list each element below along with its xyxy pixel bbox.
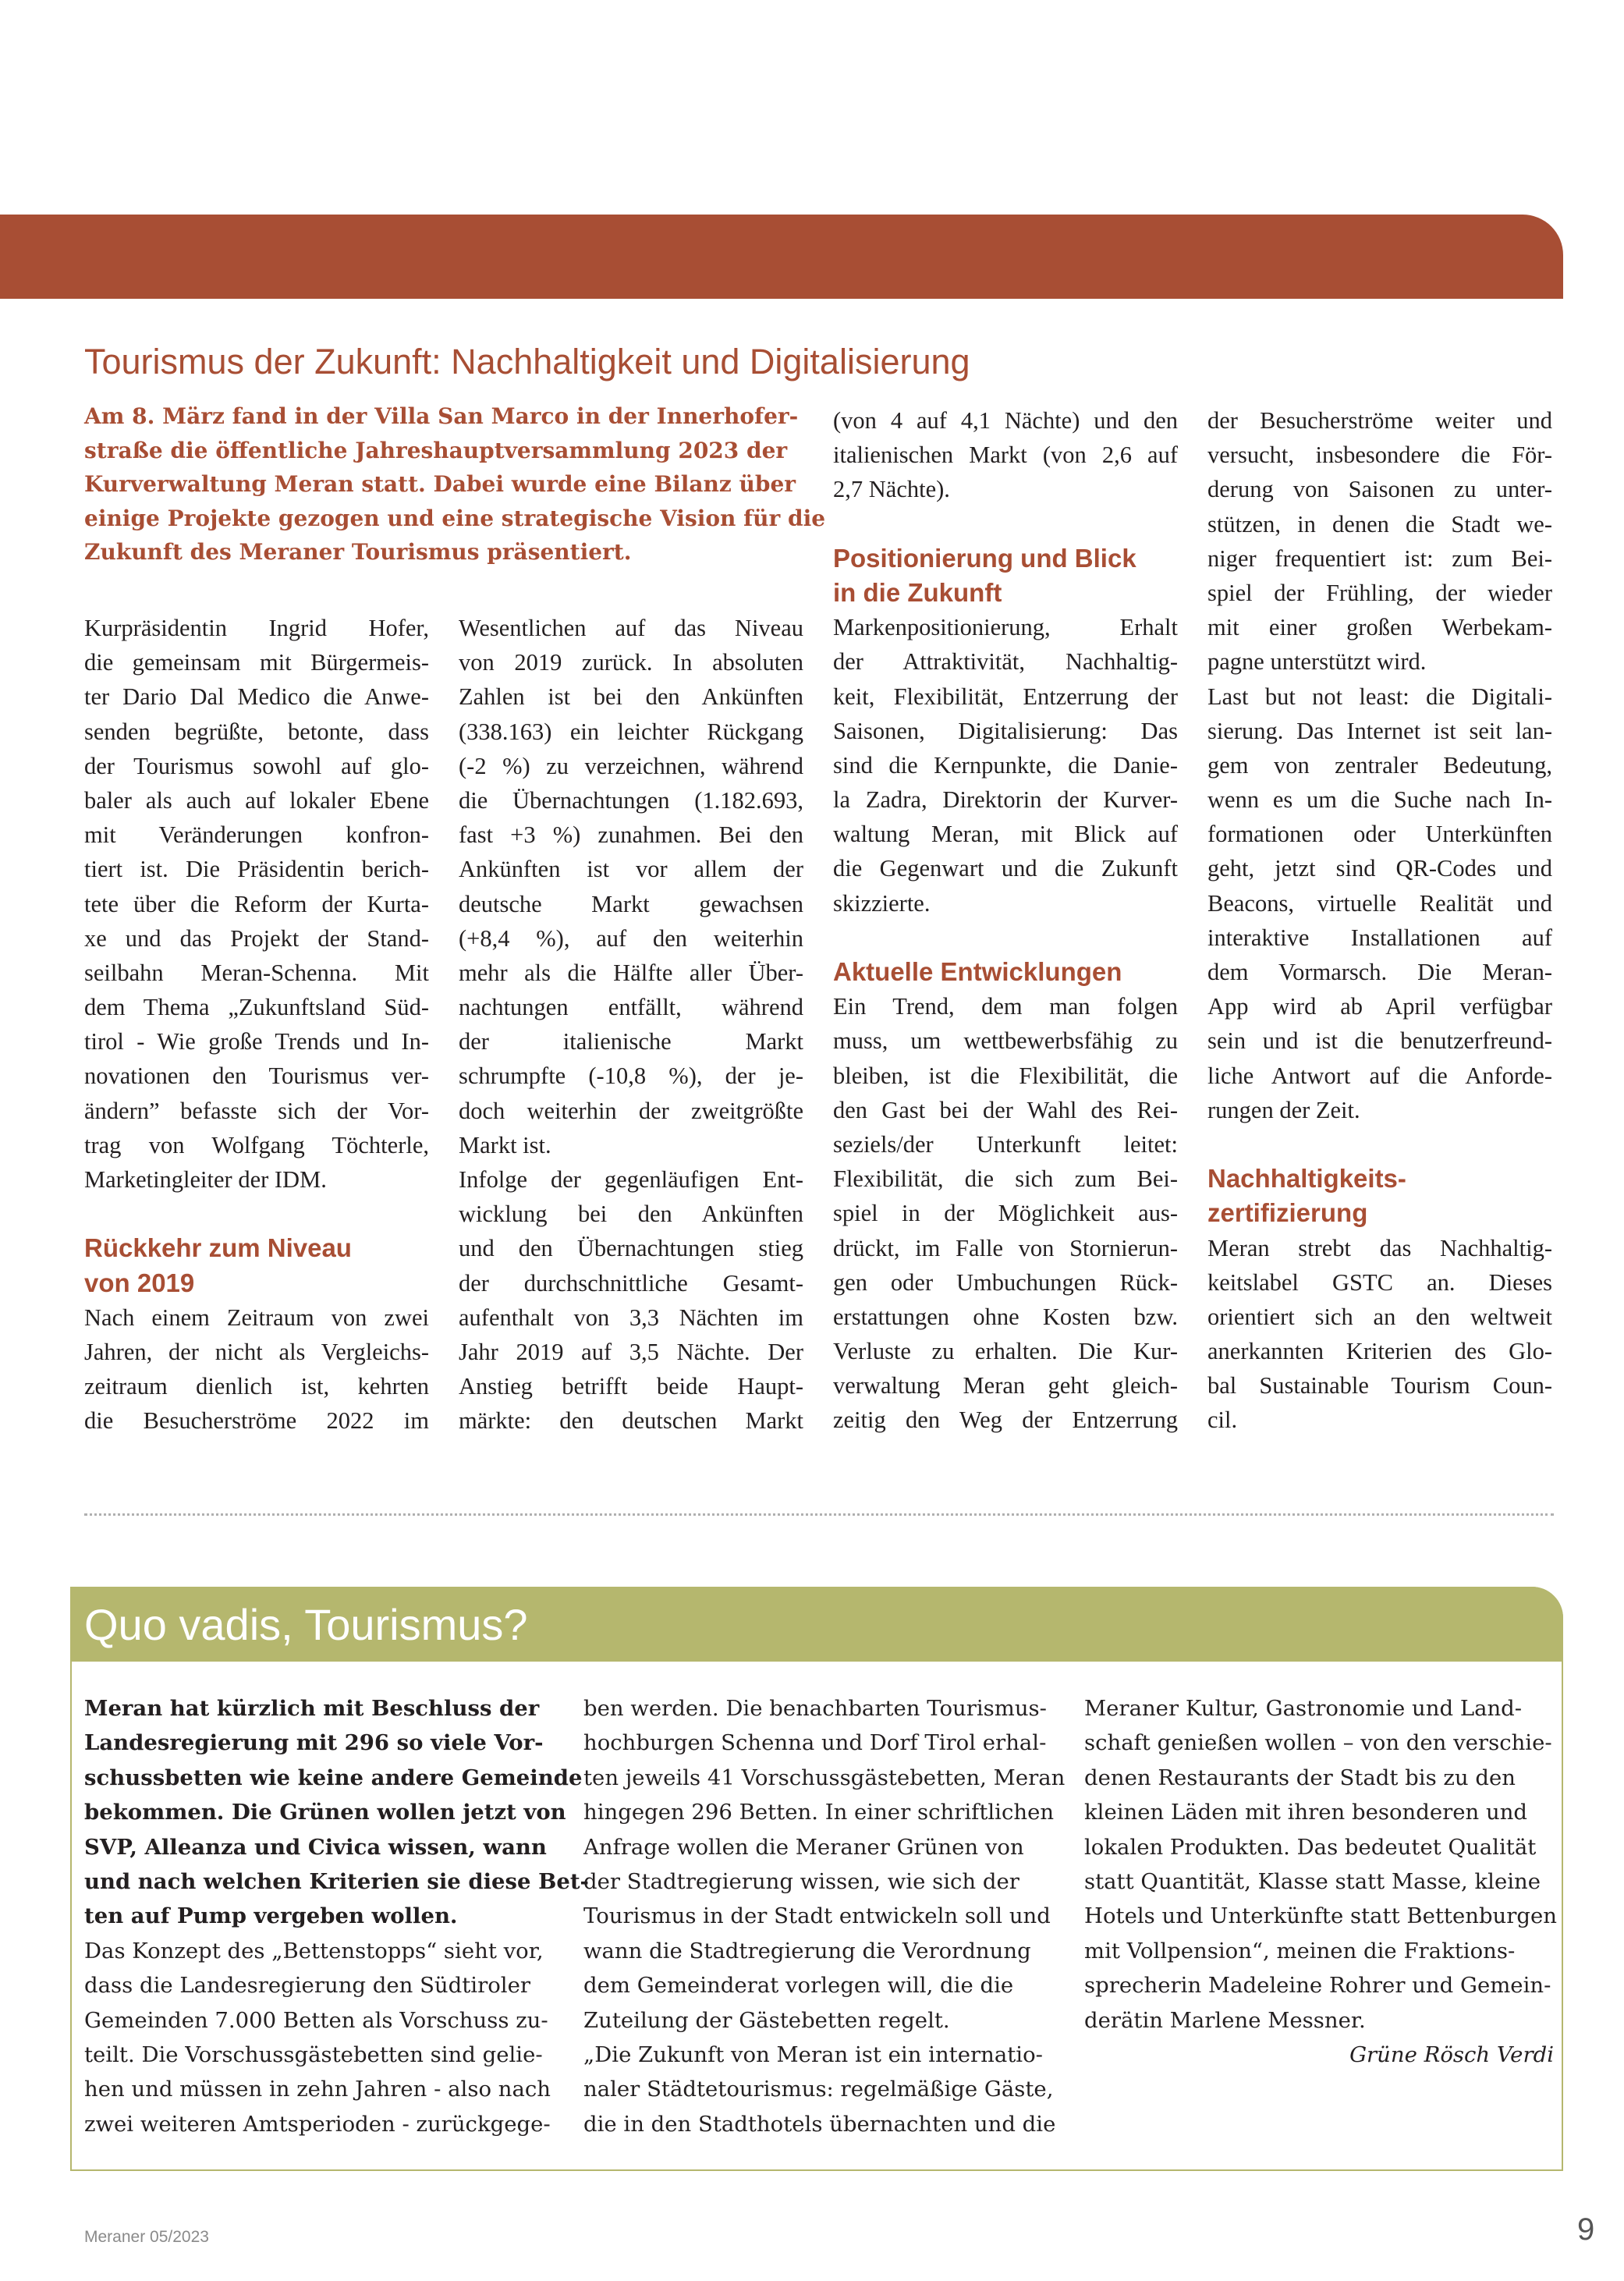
box-paragraph-zitat: [1084, 1691, 1557, 2038]
text-line: muss, um wettbewerbsfähig zu: [833, 1027, 1178, 1055]
text-line: die in den Stadthotels übernachten und die: [583, 2111, 1056, 2137]
text-line: Anfrage wollen die Meraner Grünen von: [583, 1834, 1024, 1860]
paragraph-flexibilitaet: [833, 989, 1178, 1437]
text-line: verwaltung Meran geht gleich-: [833, 1372, 1178, 1399]
text-line: Markenpositionierung, Erhalt: [833, 614, 1178, 641]
text-line: der Stadtregierung wissen, wie sich der: [583, 1868, 1019, 1894]
text-line: baler als auch auf lokaler Ebene: [84, 786, 429, 814]
text-line: zertifizierung: [1207, 1198, 1368, 1228]
text-line: nachtungen entfällt, während: [459, 994, 803, 1021]
text-line: Wesentlichen auf das Niveau: [459, 615, 803, 641]
text-line: dem Thema „Zukunftsland Süd-: [84, 994, 429, 1021]
text-line: waltung Meran, mit Blick auf: [833, 821, 1178, 848]
text-line: (-2 %) zu verzeichnen, während: [459, 752, 803, 779]
text-line: der italienische Markt: [459, 1028, 803, 1055]
text-line: Kurverwaltung Meran statt. Dabei wurde eine Bilanz über: [84, 471, 796, 498]
text-line: italienischen Markt (von 2,6 auf: [833, 442, 1178, 469]
text-line: hingegen 296 Betten. In einer schriftlichen: [583, 1800, 1055, 1825]
text-line: und den Übernachtungen stieg: [459, 1235, 803, 1262]
text-line: sind die Kernpunkte, die Danie-: [833, 751, 1178, 779]
text-line: Anstieg betrifft beide Haupt-: [459, 1373, 803, 1400]
text-line: ben werden. Die benachbarten Tourismus-: [583, 1696, 1047, 1721]
text-line: Landesregierung mit 296 so viele Vor-: [84, 1730, 544, 1756]
box-signature: Grüne Rösch Verdi: [1349, 2042, 1554, 2067]
text-line: Jahren, der nicht als Vergleichs-: [84, 1338, 429, 1365]
text-line: (+8,4 %), auf den weiterhin: [459, 924, 803, 952]
text-line: straße die öffentliche Jahreshauptversammlung 2023 der: [84, 437, 788, 463]
text-line: zeitig den Weg der Entzerrung: [833, 1407, 1178, 1434]
text-line: einige Projekte gezogen und eine strategische Vision für die: [84, 505, 826, 531]
text-line: die gemeinsam mit Bürgermeis-: [84, 649, 429, 676]
text-line: kleinen Läden mit ihren besonderen und: [1084, 1800, 1528, 1825]
text-line: tete über die Reform der Kurta-: [84, 890, 429, 917]
text-line: sein und ist die benutzerfreund-: [1207, 1027, 1552, 1055]
text-line: (von 4 auf 4,1 Nächte) und den: [833, 407, 1178, 434]
text-line: anerkannten Kriterien des Glo-: [1207, 1338, 1552, 1365]
text-line: gem von zentraler Bedeutung,: [1207, 751, 1552, 779]
text-line: bleiben, ist die Flexibilität, die: [833, 1062, 1178, 1089]
box-column-3: [1084, 1691, 1557, 2072]
text-line: (338.163) ein leichter Rückgang: [459, 718, 803, 745]
text-line: von 2019 zurück. In absoluten: [459, 649, 803, 676]
text-line: drückt, im Falle von Stornierun-: [833, 1234, 1178, 1261]
text-line: 2,7 Nächte).: [833, 476, 950, 503]
text-line: Beacons, virtuelle Realität und: [1207, 889, 1552, 917]
section-divider: [84, 1513, 1554, 1516]
text-line: Das Konzept des „Bettenstopps“ sieht vor,: [84, 1938, 544, 1964]
article-column-1: [84, 611, 429, 1438]
text-line: Tourismus in der Stadt entwickeln soll und: [583, 1903, 1051, 1929]
text-line: zeitraum dienlich ist, kehrten: [84, 1373, 429, 1400]
paragraph-hofer: [84, 611, 429, 1197]
text-line: naler Städtetourismus: regelmäßige Gäste,: [583, 2077, 1054, 2102]
subheading-entwicklungen: [833, 955, 1178, 989]
text-line: keitslabel GSTC an. Dieses: [1207, 1268, 1552, 1296]
text-line: tirol - Wie große Trends und In-: [84, 1028, 429, 1055]
text-line: mehr als die Hälfte aller Über-: [459, 959, 803, 986]
paragraph-entzerrung: [1207, 403, 1552, 679]
text-line: Markt ist.: [459, 1131, 551, 1158]
subheading-nachhaltigkeit: [1207, 1162, 1552, 1230]
text-line: rungen der Zeit.: [1207, 1096, 1360, 1123]
text-line: Gemeinden 7.000 Betten als Vorschuss zu-: [84, 2007, 548, 2033]
text-line: wicklung bei den Ankünften: [459, 1201, 803, 1228]
text-line: App wird ab April verfügbar: [1207, 993, 1552, 1020]
text-line: der durchschnittliche Gesamt-: [459, 1269, 803, 1297]
text-line: lokalen Produkten. Das bedeutet Qualität: [1084, 1834, 1537, 1860]
text-line: ändern” befasste sich der Vor-: [84, 1097, 429, 1124]
box-paragraph-anfrage: [583, 1691, 1066, 2141]
text-line: dem Vormarsch. Die Meran-: [1207, 959, 1552, 985]
text-line: hochburgen Schenna und Dorf Tirol erhal-: [583, 1730, 1047, 1756]
text-line: dem Gemeinderat vorlegen will, die die: [583, 1973, 1014, 1999]
text-line: Verluste zu erhalten. Die Kur-: [833, 1338, 1178, 1365]
text-line: Ankünften ist vor allem der: [459, 856, 803, 883]
text-line: schrumpfte (-10,8 %), der je-: [459, 1062, 803, 1090]
text-line: teilt. Die Vorschussgästebetten sind gelie-: [84, 2042, 543, 2067]
text-line: mit einer großen Werbekam-: [1207, 614, 1552, 641]
article-column-4: [1207, 403, 1552, 1438]
paragraph-besucherstroeme: [84, 1300, 429, 1438]
paragraph-kernpunkte: [833, 610, 1178, 921]
box-column-1: [84, 1691, 589, 2141]
text-line: die Gegenwart und die Zukunft: [833, 855, 1178, 882]
text-line: trag von Wolfgang Töchterle,: [84, 1131, 429, 1158]
text-line: aufenthalt von 3,3 Nächten im: [459, 1304, 803, 1331]
text-line: märkte: den deutschen Markt: [459, 1407, 803, 1435]
paragraph-naechte: [833, 403, 1178, 507]
page-number: 9: [1577, 2212, 1595, 2247]
text-line: Meran hat kürzlich mit Beschluss der: [84, 1696, 540, 1721]
text-line: mit Vollpension“, meinen die Fraktions-: [1084, 1938, 1516, 1964]
text-line: denen Restaurants der Stadt bis zu den: [1084, 1765, 1516, 1790]
text-line: derätin Marlene Messner.: [1084, 2007, 1366, 2033]
paragraph-gstc: [1207, 1231, 1552, 1438]
text-line: mit Veränderungen konfron-: [84, 821, 429, 849]
text-line: Jahr 2019 auf 3,5 Nächte. Der: [459, 1338, 803, 1365]
text-line: xe und das Projekt der Stand-: [84, 924, 429, 952]
text-line: Kurpräsidentin Ingrid Hofer,: [84, 615, 429, 641]
text-line: geht, jetzt sind QR-Codes und: [1207, 855, 1552, 882]
box-column-2: [583, 1691, 1066, 2141]
text-line: die Übernachtungen (1.182.693,: [459, 786, 803, 814]
text-line: Hotels und Unterkünfte statt Bettenburgen: [1084, 1903, 1557, 1929]
text-line: Infolge der gegenläufigen Ent-: [459, 1166, 803, 1193]
text-line: Rückkehr zum Niveau: [84, 1233, 352, 1263]
article-lead: [84, 399, 826, 569]
header-color-band: [0, 215, 1563, 299]
text-line: bal Sustainable Tourism Coun-: [1207, 1372, 1552, 1399]
text-line: novationen den Tourismus ver-: [84, 1062, 429, 1090]
text-line: seilbahn Meran-Schenna. Mit: [84, 959, 429, 986]
text-line: und nach welchen Kriterien sie diese Bet-: [84, 1868, 589, 1894]
text-line: erstattungen ohne Kosten bzw.: [833, 1303, 1178, 1330]
text-line: skizzierte.: [833, 889, 931, 917]
text-line: interaktive Installationen auf: [1207, 924, 1552, 951]
text-line: spiel in der Möglichkeit aus-: [833, 1200, 1178, 1227]
text-line: statt Quantität, Klasse statt Masse, kleine: [1084, 1868, 1541, 1894]
text-line: gen oder Umbuchungen Rück-: [833, 1268, 1178, 1296]
text-line: den Gast bei der Wahl des Rei-: [833, 1096, 1178, 1123]
text-line: ten jeweils 41 Vorschussgästebetten, Meran: [583, 1765, 1066, 1790]
text-line: Nachhaltigkeits-: [1207, 1164, 1406, 1194]
text-line: doch weiterhin der zweitgrößte: [459, 1097, 803, 1124]
text-line: Nach einem Zeitraum von zwei: [84, 1304, 429, 1331]
article-column-3: [833, 403, 1178, 1438]
text-line: schaft genießen wollen – von den verschie-: [1084, 1730, 1552, 1756]
text-line: Meraner Kultur, Gastronomie und Land-: [1084, 1696, 1523, 1721]
text-line: pagne unterstützt wird.: [1207, 648, 1427, 676]
text-line: Marketingleiter der IDM.: [84, 1166, 327, 1193]
article-column-2: [459, 611, 803, 1438]
paragraph-zahlen: [459, 611, 803, 1162]
text-line: Last but not least: die Digitali-: [1207, 683, 1552, 710]
text-line: sierung. Das Internet ist seit lan-: [1207, 717, 1552, 744]
text-line: spiel der Frühling, der wieder: [1207, 579, 1552, 606]
text-line: der Tourismus sowohl auf glo-: [84, 752, 429, 779]
text-line: tiert ist. Die Präsidentin berich-: [84, 856, 429, 883]
text-line: wann die Stadtregierung die Verordnung: [583, 1938, 1031, 1964]
text-line: niger frequentiert ist: zum Bei-: [1207, 545, 1552, 572]
paragraph-digitalisierung: [1207, 679, 1552, 1127]
text-line: zwei weiteren Amtsperioden - zurückgege-: [84, 2111, 551, 2137]
text-line: Ein Trend, dem man folgen: [833, 993, 1178, 1020]
text-line: cil.: [1207, 1407, 1238, 1434]
paragraph-aufenthalt: [459, 1162, 803, 1438]
text-line: Positionierung und Blick: [833, 543, 1136, 573]
text-line: in die Zukunft: [833, 577, 1002, 607]
sidebar-box-title: Quo vadis, Tourismus?: [84, 1600, 528, 1649]
text-line: Zukunft des Meraner Tourismus präsentiert.: [84, 539, 632, 566]
box-intro: [84, 1691, 589, 1934]
text-line: derung von Saisonen zu unter-: [1207, 476, 1552, 503]
text-line: schussbetten wie keine andere Gemeinde: [84, 1765, 583, 1790]
text-line: Zuteilung der Gästebetten regelt.: [583, 2007, 950, 2033]
text-line: deutsche Markt gewachsen: [459, 890, 803, 917]
text-line: der Besucherströme weiter und: [1207, 407, 1552, 434]
text-line: sprecherin Madeleine Rohrer und Gemein-: [1084, 1973, 1551, 1999]
text-line: SVP, Alleanza und Civica wissen, wann: [84, 1834, 547, 1860]
text-line: Flexibilität, die sich zum Bei-: [833, 1165, 1178, 1193]
text-line: die Besucherströme 2022 im: [84, 1407, 429, 1435]
text-line: bekommen. Die Grünen wollen jetzt von: [84, 1800, 566, 1825]
text-line: der Attraktivität, Nachhaltig-: [833, 648, 1178, 676]
footer-issue: Meraner 05/2023: [84, 2228, 209, 2246]
text-line: Am 8. März fand in der Villa San Marco in der Innerhofer-: [84, 403, 799, 429]
text-line: ter Dario Dal Medico die Anwe-: [84, 683, 429, 711]
subheading-positionierung: [833, 541, 1178, 610]
box-paragraph-bettenstopp: [84, 1934, 562, 2141]
text-line: Meran strebt das Nachhaltig-: [1207, 1234, 1552, 1261]
text-line: liche Antwort auf die Anforde-: [1207, 1062, 1552, 1089]
article-title: Tourismus der Zukunft: Nachhaltigkeit und Digitalisierung: [84, 342, 970, 381]
text-line: hen und müssen in zehn Jahren - also nach: [84, 2077, 551, 2102]
text-line: la Zadra, Direktorin der Kurver-: [833, 786, 1178, 814]
text-line: Zahlen ist bei den Ankünften: [459, 683, 803, 711]
text-line: Aktuelle Entwicklungen: [833, 957, 1122, 986]
text-line: ten auf Pump vergeben wollen.: [84, 1903, 458, 1929]
text-line: formationen oder Unterkünften: [1207, 821, 1552, 848]
text-line: dass die Landesregierung den Südtiroler: [84, 1973, 530, 1999]
text-line: fast +3 %) zunahmen. Bei den: [459, 821, 803, 849]
text-line: wenn es um die Suche nach In-: [1207, 786, 1552, 814]
text-line: „Die Zukunft von Meran ist ein internatio-: [583, 2042, 1043, 2067]
text-line: seziels/der Unterkunft leitet:: [833, 1130, 1178, 1158]
text-line: stützen, in denen die Stadt we-: [1207, 510, 1552, 537]
text-line: orientiert sich an den weltweit: [1207, 1303, 1552, 1330]
text-line: von 2019: [84, 1268, 195, 1297]
text-line: keit, Flexibilität, Entzerrung der: [833, 683, 1178, 710]
text-line: Saisonen, Digitalisierung: Das: [833, 717, 1178, 744]
text-line: versucht, insbesondere die För-: [1207, 442, 1552, 469]
subheading-rueckkehr: [84, 1231, 429, 1300]
text-line: senden begrüßte, betonte, dass: [84, 718, 429, 745]
